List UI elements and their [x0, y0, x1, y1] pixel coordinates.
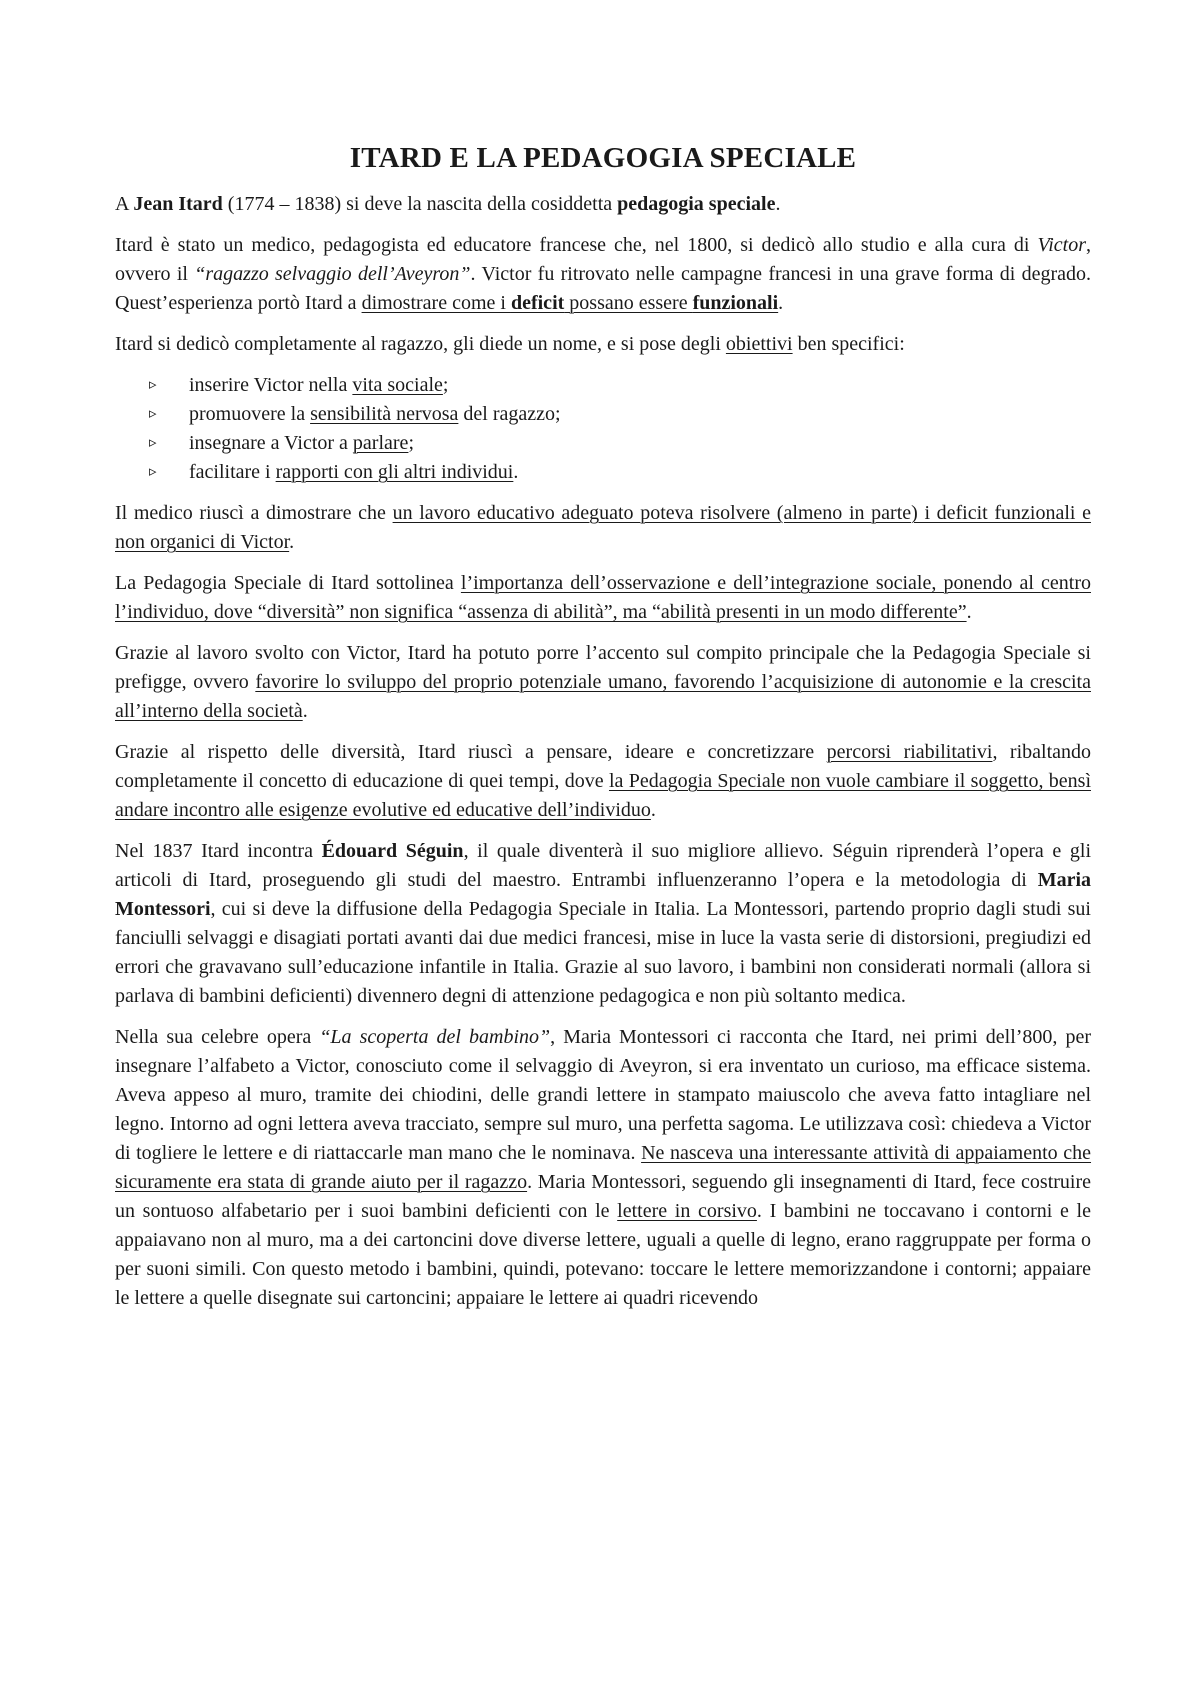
paragraph-seguin-montessori: Nel 1837 Itard incontra Édouard Séguin, il quale diventerà il suo migliore allievo. Séguin riprenderà l’opera e gli articoli di Itard, proseguendo gli studi del maestro. Entrambi influenzeranno l’opera e la metodologia di Maria Montessori, cui si deve la diffusione della Pedagogia Speciale in Italia. La Montessori, partendo proprio dagli studi sui fanciulli selvaggi e disagiati portati avanti dai due medici francesi, mise in luce la vasta serie di distorsioni, pregiudizi ed errori che gravavano sull’educazione infantile in Italia. Grazie al suo lavoro, i bambini non considerati normali (allora si parlava di bambini deficienti) divennero degni di attenzione pedagogica e non più soltanto medica. — [115, 840, 1092, 1007]
book-title: “La scoperta del bambino” — [319, 1026, 551, 1048]
paragraph-obiettivi: Itard si dedicò completamente al ragazzo, gli diede un nome, e si pose degli obiettivi ben specifici: — [115, 333, 905, 355]
name-edouard-seguin: Édouard Séguin — [321, 840, 464, 862]
document-page — [115, 140, 1091, 1325]
term-pedagogia-speciale: pedagogia speciale — [617, 193, 776, 215]
paragraph-intro: A Jean Itard (1774 – 1838) si deve la nascita della cosiddetta pedagogia speciale. — [115, 193, 781, 215]
quote-ragazzo-selvaggio: “ragazzo selvaggio dell’Aveyron” — [194, 263, 471, 285]
triangle-bullet-icon: ▹ — [149, 464, 157, 480]
triangle-bullet-icon: ▹ — [149, 406, 157, 422]
page-title: ITARD E LA PEDAGOGIA SPECIALE — [349, 142, 857, 174]
paragraph-victor: Itard è stato un medico, pedagogista ed educatore francese che, nel 1800, si dedicò allo studio e alla cura di Victor, ovvero il “ragazzo selvaggio dell’Aveyron”. Victor fu ritrovato nelle campagne francesi in una grave forma di degrado. Quest’esperienza portò Itard a dimostrare come i deficit possano essere funzionali. — [115, 234, 1091, 314]
paragraph-compito: Grazie al lavoro svolto con Victor, Itard ha potuto porre l’accento sul compito principale che la Pedagogia Speciale si prefigge, ovvero favorire lo sviluppo del proprio potenziale umano, favorendo l’acquisizione di autonomie e la crescita all’interno della società. — [115, 642, 1091, 722]
list-item: ▹ promuovere la sensibilità nervosa del ragazzo; — [149, 400, 1091, 429]
paragraph-risultati: Il medico riuscì a dimostrare che un lavoro educativo adeguato poteva risolvere (almeno in parte) i deficit funzionali e non organici di Victor. — [115, 502, 1091, 553]
name-victor: Victor — [1037, 234, 1086, 256]
list-item: ▹ inserire Victor nella vita sociale; — [149, 371, 1091, 400]
underlined-deficit-funzionali: dimostrare come i deficit possano essere funzionali — [361, 292, 779, 314]
triangle-bullet-icon: ▹ — [149, 435, 157, 451]
name-maria-montessori: Maria Montessori — [115, 869, 1091, 920]
paragraph-scoperta-bambino: Nella sua celebre opera “La scoperta del bambino”, Maria Montessori ci racconta che Itard, nei primi dell’800, per insegnare l’alfabeto a Victor, conosciuto come il selvaggio di Aveyron, si era inventato un curioso, ma efficace sistema. Aveva appeso al muro, tramite dei chiodini, delle grandi lettere in stampato maiuscolo che aveva fatto intagliare nel legno. Intorno ad ogni lettera aveva tracciato, sempre sul muro, una perfetta sagoma. Le utilizzava così: chiedeva a Victor di togliere le lettere e di riattaccarle man mano che le nominava. Ne nasceva una interessante attività di appaiamento che sicuramente era stata di grande aiuto per il ragazzo. Maria Montessori, seguendo gli insegnamenti di Itard, fece costruire un sontuoso alfabetario per i suoi bambini deficienti con le lettere in corsivo. I bambini ne toccavano i contorni e le appaiavano non al muro, ma a dei cartoncini dove diverse lettere, uguali a quelle di legno, erano raggruppate per forma o per suoni simili. Con questo metodo i bambini, quindi, potevano: toccare le lettere memorizzandone i contorni; appaiare le lettere a quelle disegnate sui cartoncini; appaiare le lettere ai quadri ricevendo — [115, 1026, 1092, 1309]
paragraph-diversita: Grazie al rispetto delle diversità, Itard riuscì a pensare, ideare e concretizzare percorsi riabilitativi, ribaltando completamente il concetto di educazione di quei tempi, dove la Pedagogia Speciale non vuole cambiare il soggetto, bensì andare incontro alle esigenze evolutive ed educative dell’individuo. — [115, 741, 1092, 821]
name-jean-itard: Jean Itard — [133, 193, 223, 215]
list-item: ▹ facilitare i rapporti con gli altri individui. — [149, 458, 1091, 487]
objectives-list — [115, 371, 1091, 487]
underlined-obiettivi: obiettivi — [725, 333, 793, 355]
paragraph-osservazione: La Pedagogia Speciale di Itard sottolinea l’importanza dell’osservazione e dell’integrazione sociale, ponendo al centro l’individuo, dove “diversità” non significa “assenza di abilità”, ma “abilità presenti in un modo differente”. — [115, 572, 1091, 623]
triangle-bullet-icon: ▹ — [149, 377, 157, 393]
list-item: ▹ insegnare a Victor a parlare; — [149, 429, 1091, 458]
